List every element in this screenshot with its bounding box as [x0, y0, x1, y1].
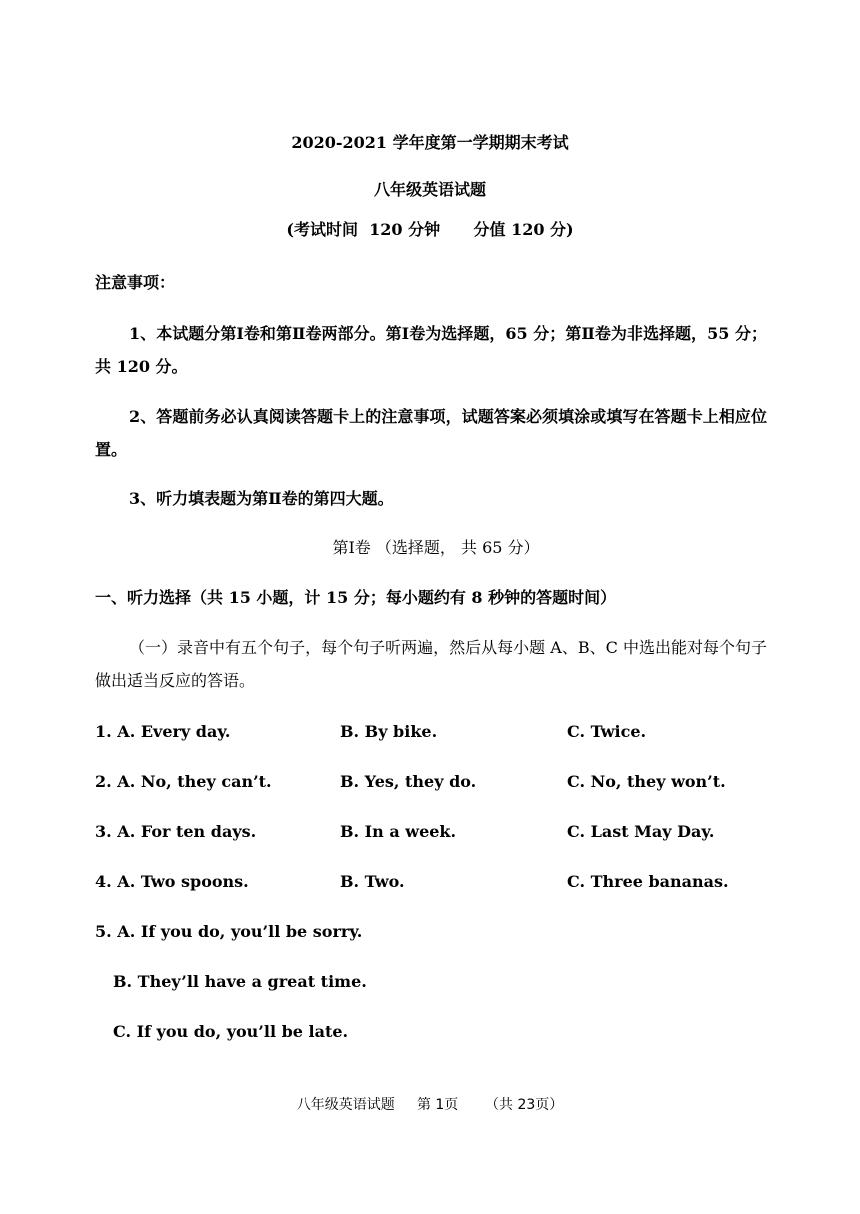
option-a: 4. A. Two spoons. — [95, 872, 249, 891]
option-a: 1. A. Every day. — [95, 722, 231, 741]
option-a: 3. A. For ten days. — [95, 822, 257, 841]
section1-heading: 一、听力选择（共 15 小题，计 15 分；每小题约有 8 秒钟的答题时间） — [95, 588, 617, 607]
option-b: B. They’ll have a great time. — [113, 972, 367, 991]
section1-instruction-text: （一）录音中有五个句子，每个句子听两遍，然后从每小题 A、B、C 中选出能对每个句子做出适当反应的答语。 — [95, 638, 767, 690]
option-a: 2. A. No, they can’t. — [95, 772, 272, 791]
notes-heading: 注意事项： — [95, 273, 176, 292]
option-c: C. Twice. — [567, 722, 647, 741]
option-c: C. No, they won’t. — [567, 772, 726, 791]
option-b: B. Yes, they do. — [340, 772, 477, 791]
note-item-3-text: 3、听力填表题为第Ⅱ卷的第四大题。 — [129, 489, 394, 508]
note-item-1-text: 1、本试题分第Ⅰ卷和第Ⅱ卷两部分。第Ⅰ卷为选择题，65 分；第Ⅱ卷为非选择题，55 分；共 120 分。 — [95, 324, 767, 376]
note-item-2 — [95, 400, 767, 466]
option-b: B. By bike. — [340, 722, 438, 741]
note-item-2-text: 2、答题前务必认真阅读答题卡上的注意事项，试题答案必须填涂或填写在答题卡上相应位置。 — [95, 407, 767, 459]
part1-heading: 第Ⅰ卷 （选择题， 共 65 分） — [332, 538, 540, 557]
section1-instruction — [95, 631, 767, 697]
option-c: C. Last May Day. — [567, 822, 715, 841]
exam-info: (考试时间 120 分钟 分值 120 分) — [286, 220, 574, 239]
page-footer: 八年级英语试题 第 1页 （共 23页） — [296, 1097, 564, 1113]
exam-subtitle: 八年级英语试题 — [373, 180, 486, 199]
option-a: 5. A. If you do, you’ll be sorry. — [95, 922, 363, 941]
option-c: C. If you do, you’ll be late. — [113, 1022, 349, 1041]
option-c: C. Three bananas. — [567, 872, 729, 891]
option-b: B. Two. — [340, 872, 405, 891]
option-b: B. In a week. — [340, 822, 457, 841]
exam-title: 2020-2021 学年度第一学期期末考试 — [291, 133, 569, 152]
note-item-1 — [95, 317, 767, 383]
note-item-3 — [95, 482, 767, 515]
